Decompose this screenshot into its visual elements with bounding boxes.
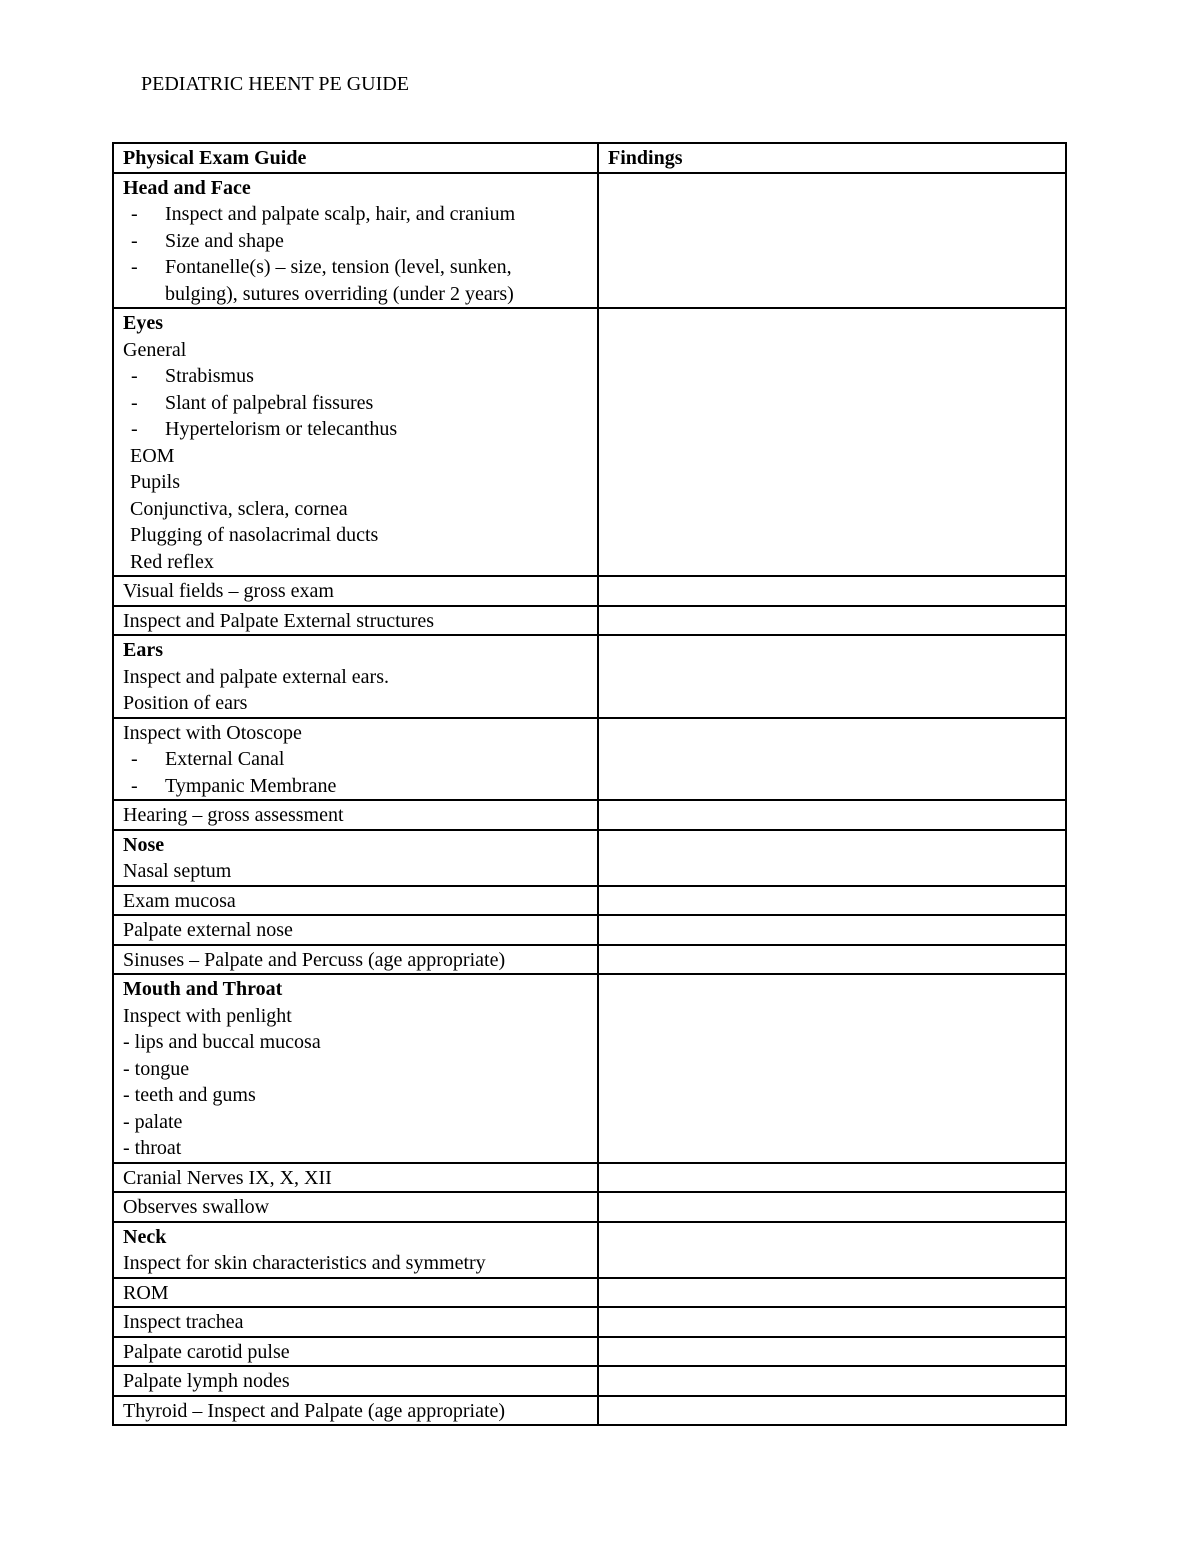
- bullet-text: Inspect and palpate scalp, hair, and cranium: [165, 203, 516, 225]
- bullet-text: Fontanelle(s) – size, tension (level, sunken, bulging), sutures overriding (under 2 years): [165, 256, 514, 305]
- bullet-item: [123, 773, 588, 800]
- exam-item-text: Exam mucosa: [123, 889, 236, 912]
- table-row: [113, 1278, 1066, 1308]
- exam-item-text: EOM: [130, 444, 175, 467]
- exam-guide-cell: [113, 718, 598, 801]
- exam-item-text: ROM: [123, 1281, 169, 1304]
- exam-item-text: Palpate carotid pulse: [123, 1340, 290, 1363]
- exam-item-text: Sinuses – Palpate and Percuss (age appropriate): [123, 948, 506, 971]
- table-row: [113, 886, 1066, 916]
- findings-cell[interactable]: [598, 1222, 1066, 1278]
- exam-item-text: Inspect with penlight: [123, 1004, 292, 1027]
- exam-guide-cell: [113, 1307, 598, 1337]
- bullet-item: [123, 254, 588, 307]
- exam-guide-cell: [113, 1278, 598, 1308]
- exam-item-text: Inspect and Palpate External structures: [123, 609, 434, 632]
- exam-guide-table: [112, 142, 1067, 1426]
- exam-item-text: - tongue: [123, 1057, 190, 1080]
- exam-guide-cell: [113, 308, 598, 576]
- bullet-text: Strabismus: [165, 365, 254, 387]
- exam-item-text: - lips and buccal mucosa: [123, 1031, 321, 1053]
- findings-cell[interactable]: [598, 800, 1066, 830]
- table-row: [113, 800, 1066, 830]
- section-heading: Mouth and Throat: [123, 978, 283, 1000]
- table-body: [113, 173, 1066, 1426]
- table-row: [113, 1366, 1066, 1396]
- bullet-item: [123, 390, 588, 417]
- findings-cell[interactable]: [598, 1163, 1066, 1193]
- exam-item-text: Pupils: [130, 471, 181, 493]
- exam-guide-cell: [113, 1366, 598, 1396]
- exam-guide-cell: [113, 915, 598, 945]
- exam-item-text: Hearing – gross assessment: [123, 804, 344, 826]
- table-row: [113, 1222, 1066, 1278]
- table-row: [113, 830, 1066, 886]
- findings-cell[interactable]: [598, 1366, 1066, 1396]
- findings-cell[interactable]: [598, 308, 1066, 576]
- column-header-findings: Findings: [598, 143, 1066, 173]
- exam-item-text: - teeth and gums: [123, 1084, 256, 1106]
- findings-cell[interactable]: [598, 1396, 1066, 1426]
- exam-guide-cell: [113, 800, 598, 830]
- exam-guide-cell: [113, 1396, 598, 1426]
- section-heading: Head and Face: [123, 176, 251, 199]
- findings-cell[interactable]: [598, 173, 1066, 309]
- exam-guide-cell: [113, 606, 598, 636]
- exam-item-text: - palate: [123, 1110, 183, 1133]
- findings-cell[interactable]: [598, 886, 1066, 916]
- table-row: [113, 1396, 1066, 1426]
- bullet-item: [123, 228, 588, 255]
- dash-marker: -: [131, 391, 138, 414]
- findings-cell[interactable]: [598, 974, 1066, 1163]
- dash-marker: -: [131, 748, 138, 770]
- findings-cell[interactable]: [598, 1337, 1066, 1367]
- exam-item-text: Conjunctiva, sclera, cornea: [130, 497, 348, 520]
- bullet-item: [123, 746, 588, 773]
- exam-item-text: Thyroid – Inspect and Palpate (age appropriate): [123, 1399, 506, 1422]
- exam-guide-cell: [113, 576, 598, 606]
- exam-guide-cell: [113, 830, 598, 886]
- findings-cell[interactable]: [598, 718, 1066, 801]
- exam-item-text: General: [123, 338, 187, 361]
- exam-guide-cell: [113, 173, 598, 309]
- exam-item-text: Inspect trachea: [123, 1311, 244, 1333]
- exam-item-text: Inspect for skin characteristics and symmetry: [123, 1252, 486, 1274]
- table-row: [113, 974, 1066, 1163]
- bullet-item: [123, 416, 588, 443]
- table-row: [113, 606, 1066, 636]
- exam-guide-cell: [113, 886, 598, 916]
- findings-cell[interactable]: [598, 635, 1066, 718]
- exam-guide-cell: [113, 635, 598, 718]
- exam-guide-cell: [113, 1163, 598, 1193]
- table-row: [113, 1163, 1066, 1193]
- bullet-text: Slant of palpebral fissures: [165, 391, 374, 414]
- table-row: [113, 308, 1066, 576]
- findings-cell[interactable]: [598, 1278, 1066, 1308]
- document-title: PEDIATRIC HEENT PE GUIDE: [141, 73, 409, 95]
- exam-item-text: Plugging of nasolacrimal ducts: [130, 524, 379, 546]
- dash-marker: -: [131, 365, 138, 387]
- findings-cell[interactable]: [598, 1192, 1066, 1222]
- exam-item-text: Palpate lymph nodes: [123, 1370, 290, 1392]
- bullet-text: Hypertelorism or telecanthus: [165, 418, 398, 440]
- table-row: [113, 915, 1066, 945]
- exam-guide-cell: [113, 1222, 598, 1278]
- dash-marker: -: [131, 774, 138, 797]
- table-row: [113, 576, 1066, 606]
- exam-guide-cell: [113, 1337, 598, 1367]
- exam-guide-cell: [113, 974, 598, 1163]
- exam-item-text: Palpate external nose: [123, 919, 293, 941]
- exam-item-text: Nasal septum: [123, 860, 232, 882]
- bullet-text: Size and shape: [165, 229, 284, 252]
- table-header-row: [113, 143, 1066, 173]
- bullet-item: [123, 363, 588, 390]
- exam-item-text: Cranial Nerves IX, X, XII: [123, 1166, 332, 1189]
- exam-item-text: Visual fields – gross exam: [123, 580, 334, 602]
- section-heading: Neck: [123, 1225, 167, 1248]
- findings-cell[interactable]: [598, 830, 1066, 886]
- findings-cell[interactable]: [598, 945, 1066, 975]
- table-row: [113, 1192, 1066, 1222]
- dash-marker: -: [131, 203, 138, 225]
- exam-item-text: Inspect with Otoscope: [123, 721, 302, 744]
- section-heading: Eyes: [123, 312, 163, 334]
- exam-item-text: Position of ears: [123, 692, 248, 714]
- table-row: [113, 945, 1066, 975]
- dash-marker: -: [131, 229, 138, 252]
- exam-item-text: Red reflex: [130, 550, 214, 573]
- bullet-item: [123, 201, 588, 228]
- dash-marker: -: [131, 418, 138, 440]
- table-row: [113, 1337, 1066, 1367]
- findings-cell[interactable]: [598, 606, 1066, 636]
- table-row: [113, 173, 1066, 309]
- column-header-guide: Physical Exam Guide: [113, 143, 598, 173]
- bullet-text: Tympanic Membrane: [165, 774, 337, 797]
- exam-item-text: Observes swallow: [123, 1196, 270, 1218]
- exam-item-text: - throat: [123, 1137, 182, 1159]
- table-row: [113, 635, 1066, 718]
- section-heading: Nose: [123, 833, 165, 856]
- exam-guide-cell: [113, 1192, 598, 1222]
- table-row: [113, 1307, 1066, 1337]
- bullet-text: External Canal: [165, 748, 285, 770]
- dash-marker: -: [131, 256, 138, 278]
- findings-cell[interactable]: [598, 1307, 1066, 1337]
- section-heading: Ears: [123, 639, 163, 661]
- table-row: [113, 718, 1066, 801]
- exam-guide-cell: [113, 945, 598, 975]
- findings-cell[interactable]: [598, 576, 1066, 606]
- exam-item-text: Inspect and palpate external ears.: [123, 665, 389, 688]
- findings-cell[interactable]: [598, 915, 1066, 945]
